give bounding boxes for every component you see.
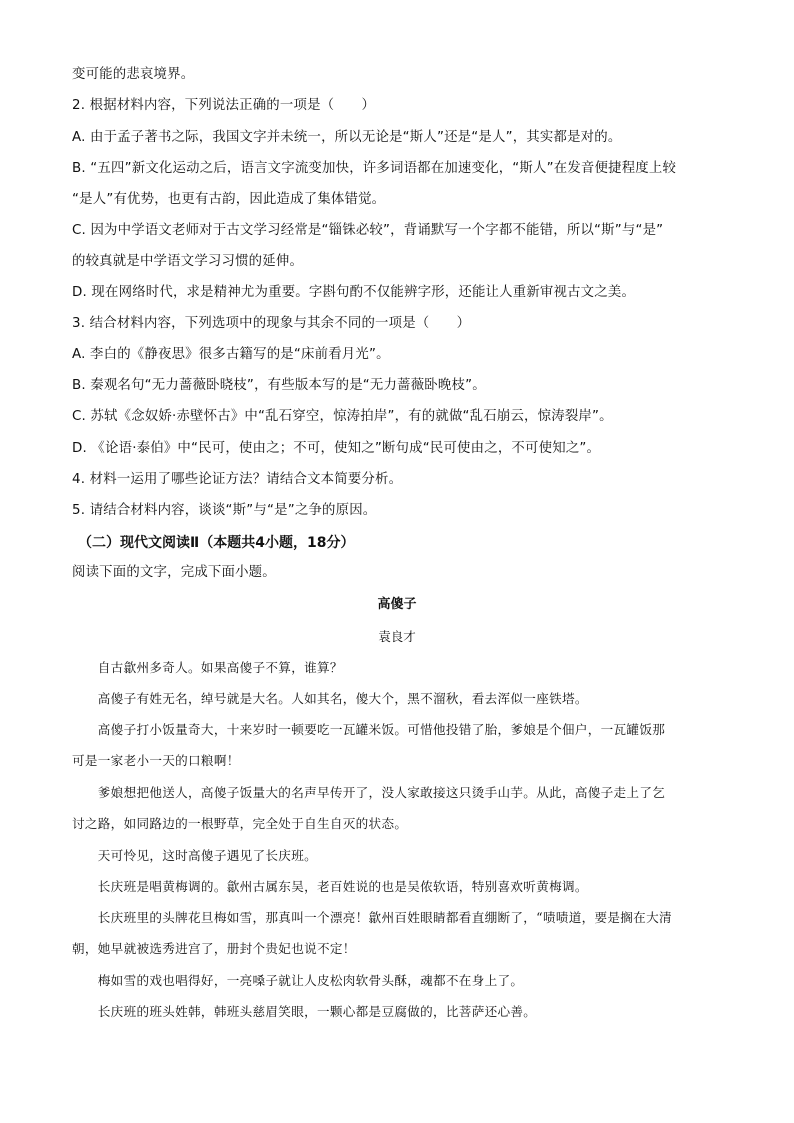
question-2-stem: 2. 根据材料内容，下列说法正确的一项是（ ） [72,98,376,113]
question-3-stem: 3. 结合材料内容，下列选项中的现象与其余不同的一项是（ ） [72,316,471,331]
story-paragraph-line: 爹娘想把他送人，高傻子饭量大的名声早传开了，没人家敢接这只烫手山芋。从此，高傻子走上了乞 [72,785,666,800]
question-3-option-a: A. 李白的《静夜思》很多古籍写的是“床前看月光”。 [72,347,390,362]
passage-continuation: 变可能的悲哀境界。 [72,67,195,82]
question-4: 4. 材料一运用了哪些论证方法？请结合文本简要分析。 [72,472,403,487]
question-3-option-b: B. 秦观名句“无力蔷薇卧晓枝”，有些版本写的是“无力蔷薇卧晚枝”。 [72,378,486,393]
question-5: 5. 请结合材料内容，谈谈“斯”与“是”之争的原因。 [72,503,377,518]
story-title: 高傻子 [377,597,417,612]
section-heading: （二）现代文阅读Ⅱ（本题共4小题，18分） [78,535,355,551]
question-2-option-b-line2: “是人”有优势，也更有古韵，因此造成了集体错觉。 [72,192,386,207]
question-2-option-c-line1: C. 因为中学语文老师对于古文学习经常是“锱铢必较”，背诵默写一个字都不能错，所以“斯”与“是” [72,223,664,238]
story-paragraph-line: 朝，她早就被选秀进宫了，册封个贵妃也说不定！ [72,941,356,956]
story-paragraph-line: 长庆班的班头姓韩，韩班头慈眉笑眼，一颗心都是豆腐做的，比菩萨还心善。 [72,1004,537,1019]
question-3-option-c: C. 苏轼《念奴娇·赤壁怀古》中“乱石穿空，惊涛拍岸”，有的就做“乱石崩云，惊涛裂岸”。 [72,409,613,424]
story-paragraph-line: 可是一家老小一天的口粮啊！ [72,753,240,768]
story-paragraph-line: 长庆班里的头牌花旦梅如雪，那真叫一个漂亮！歙州百姓眼睛都看直绷断了，“啧啧道，要是搁在大清 [72,910,672,925]
question-3-option-d: D. 《论语·泰伯》中“民可，使由之；不可，使知之”断句成“民可使由之，不可使知之”。 [72,441,601,456]
story-paragraph-line: 讨之路，如同路边的一根野草，完全处于自生自灭的状态。 [72,816,408,831]
question-2-option-b-line1: B. “五四”新文化运动之后，语言文字流变加快，许多词语都在加速变化，“斯人”在发音便捷程度上较 [72,161,677,176]
question-2-option-a: A. 由于孟子著书之际，我国文字并未统一，所以无论是“斯人”还是“是人”，其实都是对的。 [72,130,622,145]
story-author: 袁良才 [378,629,416,644]
story-paragraph-line: 自古歙州多奇人。如果高傻子不算，谁算？ [72,660,343,675]
story-paragraph-line: 天可怜见，这时高傻子遇见了长庆班。 [72,848,317,863]
story-paragraph-line: 高傻子有姓无名，绰号就是大名。人如其名，傻大个，黑不溜秋，看去浑似一座铁塔。 [72,691,588,706]
story-paragraph-line: 长庆班是唱黄梅调的。歙州古属东吴，老百姓说的也是吴侬软语，特别喜欢听黄梅调。 [72,879,588,894]
reading-instruction: 阅读下面的文字，完成下面小题。 [72,565,276,580]
story-paragraph-line: 梅如雪的戏也唱得好，一亮嗓子就让人皮松肉软骨头酥，魂都不在身上了。 [72,973,524,988]
question-2-option-c-line2: 的较真就是中学语文学习习惯的延伸。 [72,254,304,269]
question-2-option-d: D. 现在网络时代，求是精神尤为重要。字斟句酌不仅能辨字形，还能让人重新审视古文之美。 [72,285,636,300]
story-paragraph-line: 高傻子打小饭量奇大，十来岁时一顿要吃一瓦罐米饭。可惜他投错了胎，爹娘是个佃户，一瓦罐饭那 [72,722,666,737]
